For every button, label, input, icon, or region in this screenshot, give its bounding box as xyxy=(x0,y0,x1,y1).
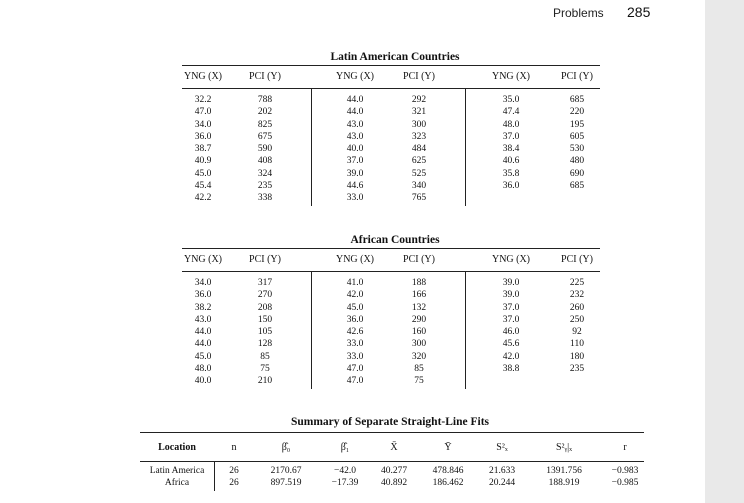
table-cell: 34.0 xyxy=(194,278,212,288)
page-margin-strip xyxy=(705,0,744,503)
summary-header: n xyxy=(231,442,237,453)
summary-header: X̄ xyxy=(390,442,398,453)
summary-cell: 2170.67 xyxy=(270,466,302,476)
table-cell: 38.4 xyxy=(502,144,520,155)
table-cell: 44.6 xyxy=(346,181,364,192)
table-cell: 210 xyxy=(257,376,273,387)
table-cell: 270 xyxy=(257,290,273,301)
table-top-rule xyxy=(182,248,600,249)
table-cell: 208 xyxy=(257,302,273,313)
table-cell: 39.0 xyxy=(346,168,364,179)
column-header: YNG (X) xyxy=(335,254,375,265)
table-cell: 220 xyxy=(569,107,585,118)
table-top-rule xyxy=(182,65,600,66)
summary-header: S²ᵧ|ₓ xyxy=(555,442,573,453)
column-group-divider xyxy=(311,88,312,206)
data-column xyxy=(327,277,383,388)
table-cell: 42.0 xyxy=(346,290,364,301)
column-group-divider xyxy=(311,271,312,389)
table-cell: 36.0 xyxy=(194,131,212,142)
table-cell: 41.0 xyxy=(346,278,364,288)
table-cell: 525 xyxy=(411,168,427,179)
table-cell: 35.0 xyxy=(502,95,520,105)
summary-cell: 186.462 xyxy=(432,478,464,488)
table-cell: 43.0 xyxy=(346,119,364,130)
data-column xyxy=(175,94,231,205)
table-cell: 166 xyxy=(411,290,427,301)
table-cell: 85 xyxy=(260,351,270,362)
table-cell: 44.0 xyxy=(194,339,212,350)
table-cell: 625 xyxy=(411,156,427,167)
summary-header: Ȳ xyxy=(444,442,452,453)
table-cell: 47.0 xyxy=(346,376,364,387)
data-column xyxy=(483,94,539,192)
table-cell: 48.0 xyxy=(194,364,212,375)
column-header: PCI (Y) xyxy=(403,254,435,265)
table-cell: 43.0 xyxy=(346,131,364,142)
data-column xyxy=(327,94,383,205)
table-cell: 323 xyxy=(411,131,427,142)
table-cell: 47.0 xyxy=(346,364,364,375)
table-cell: 180 xyxy=(569,351,585,362)
summary-table-title: Summary of Separate Straight-Line Fits xyxy=(290,416,490,428)
table-header-rule xyxy=(182,88,600,89)
table-cell: 40.9 xyxy=(194,156,212,167)
summary-cell: 40.277 xyxy=(380,466,408,476)
table-cell: 408 xyxy=(257,156,273,167)
table-cell: 160 xyxy=(411,327,427,338)
table-cell: 33.0 xyxy=(346,351,364,362)
table-cell: 36.0 xyxy=(194,290,212,301)
table-cell: 33.0 xyxy=(346,339,364,350)
summary-cell: Africa xyxy=(164,478,190,488)
table-cell: 37.0 xyxy=(502,131,520,142)
table-cell: 105 xyxy=(257,327,273,338)
table-cell: 484 xyxy=(411,144,427,155)
summary-cell: 40.892 xyxy=(380,478,408,488)
table-cell: 42.2 xyxy=(194,193,212,204)
table-cell: 37.0 xyxy=(502,302,520,313)
summary-header: Location xyxy=(158,442,196,453)
table-cell: 292 xyxy=(411,95,427,105)
running-header-section: Problems xyxy=(553,6,604,20)
table-cell: 260 xyxy=(569,302,585,313)
data-column xyxy=(237,94,293,205)
table-cell: 75 xyxy=(260,364,270,375)
table-cell: 35.8 xyxy=(502,168,520,179)
data-column xyxy=(549,94,605,192)
data-column xyxy=(483,277,539,375)
table-cell: 202 xyxy=(257,107,273,118)
summary-header: β̂₀ xyxy=(281,442,291,453)
column-header: PCI (Y) xyxy=(249,71,281,82)
column-header: YNG (X) xyxy=(183,71,223,82)
table-cell: 128 xyxy=(257,339,273,350)
table-cell: 39.0 xyxy=(502,278,520,288)
table-cell: 38.7 xyxy=(194,144,212,155)
summary-cell: 1391.756 xyxy=(546,466,582,476)
column-header: YNG (X) xyxy=(335,71,375,82)
summary-cell: 20.244 xyxy=(488,478,516,488)
table-cell: 338 xyxy=(257,193,273,204)
table-cell: 44.0 xyxy=(346,95,364,105)
table-cell: 36.0 xyxy=(346,314,364,325)
table-cell: 34.0 xyxy=(194,119,212,130)
table-cell: 75 xyxy=(414,376,424,387)
data-column xyxy=(391,94,447,205)
table-cell: 45.0 xyxy=(194,168,212,179)
latin-table-title: Latin American Countries xyxy=(330,51,460,63)
summary-cell: 897.519 xyxy=(270,478,302,488)
table-cell: 685 xyxy=(569,95,585,105)
table-cell: 825 xyxy=(257,119,273,130)
data-column xyxy=(237,277,293,388)
table-cell: 188 xyxy=(411,278,427,288)
summary-cell: −17.39 xyxy=(331,478,359,488)
table-cell: 37.0 xyxy=(346,156,364,167)
table-cell: 765 xyxy=(411,193,427,204)
summary-cell: 26 xyxy=(229,466,239,476)
summary-cell: −0.983 xyxy=(611,466,639,476)
table-cell: 43.0 xyxy=(194,314,212,325)
column-group-divider xyxy=(465,88,466,206)
table-cell: 36.0 xyxy=(502,181,520,192)
table-cell: 39.0 xyxy=(502,290,520,301)
table-cell: 480 xyxy=(569,156,585,167)
table-header-rule xyxy=(182,271,600,272)
column-group-divider xyxy=(465,271,466,389)
table-cell: 317 xyxy=(257,278,273,288)
table-cell: 685 xyxy=(569,181,585,192)
summary-header: r xyxy=(623,442,627,453)
data-column xyxy=(175,277,231,388)
table-cell: 300 xyxy=(411,119,427,130)
column-header: YNG (X) xyxy=(491,71,531,82)
table-cell: 324 xyxy=(257,168,273,179)
table-cell: 42.6 xyxy=(346,327,364,338)
column-header: PCI (Y) xyxy=(403,71,435,82)
table-cell: 44.0 xyxy=(346,107,364,118)
table-cell: 45.4 xyxy=(194,181,212,192)
table-cell: 675 xyxy=(257,131,273,142)
table-cell: 48.0 xyxy=(502,119,520,130)
table-cell: 195 xyxy=(569,119,585,130)
data-column xyxy=(391,277,447,388)
table-cell: 590 xyxy=(257,144,273,155)
table-cell: 300 xyxy=(411,339,427,350)
data-column xyxy=(549,277,605,375)
table-cell: 40.0 xyxy=(194,376,212,387)
table-cell: 290 xyxy=(411,314,427,325)
table-cell: 38.8 xyxy=(502,364,520,375)
table-cell: 132 xyxy=(411,302,427,313)
summary-rule xyxy=(140,461,644,462)
table-cell: 235 xyxy=(257,181,273,192)
table-cell: 45.0 xyxy=(194,351,212,362)
table-cell: 235 xyxy=(569,364,585,375)
table-cell: 150 xyxy=(257,314,273,325)
table-cell: 232 xyxy=(569,290,585,301)
column-header: YNG (X) xyxy=(183,254,223,265)
table-cell: 690 xyxy=(569,168,585,179)
table-cell: 45.6 xyxy=(502,339,520,350)
summary-cell: −42.0 xyxy=(334,466,356,476)
summary-cell: 21.633 xyxy=(488,466,516,476)
table-cell: 110 xyxy=(570,339,584,350)
summary-cell: −0.985 xyxy=(611,478,639,488)
table-cell: 47.0 xyxy=(194,107,212,118)
table-cell: 92 xyxy=(572,327,582,338)
page-number: 285 xyxy=(627,4,651,20)
table-cell: 320 xyxy=(411,351,427,362)
summary-header: S²ₓ xyxy=(496,442,508,453)
summary-rule xyxy=(140,432,644,433)
table-cell: 530 xyxy=(569,144,585,155)
table-cell: 47.4 xyxy=(502,107,520,118)
table-cell: 85 xyxy=(414,364,424,375)
table-cell: 42.0 xyxy=(502,351,520,362)
summary-header: β̂₁ xyxy=(340,442,350,453)
table-cell: 340 xyxy=(411,181,427,192)
table-cell: 45.0 xyxy=(346,302,364,313)
column-header: PCI (Y) xyxy=(561,71,593,82)
table-cell: 605 xyxy=(569,131,585,142)
table-cell: 33.0 xyxy=(346,193,364,204)
column-header: PCI (Y) xyxy=(249,254,281,265)
column-header: YNG (X) xyxy=(491,254,531,265)
summary-cell: 188.919 xyxy=(548,478,580,488)
table-cell: 44.0 xyxy=(194,327,212,338)
table-cell: 46.0 xyxy=(502,327,520,338)
table-cell: 40.6 xyxy=(502,156,520,167)
table-cell: 788 xyxy=(257,95,273,105)
table-cell: 40.0 xyxy=(346,144,364,155)
table-cell: 38.2 xyxy=(194,302,212,313)
table-cell: 37.0 xyxy=(502,314,520,325)
summary-cell: Latin America xyxy=(149,466,205,476)
column-header: PCI (Y) xyxy=(561,254,593,265)
summary-cell: 478.846 xyxy=(432,466,464,476)
summary-cell: 26 xyxy=(229,478,239,488)
table-cell: 321 xyxy=(411,107,427,118)
table-cell: 32.2 xyxy=(194,95,212,105)
table-cell: 250 xyxy=(569,314,585,325)
africa-table-title: African Countries xyxy=(350,234,440,246)
table-cell: 225 xyxy=(569,278,585,288)
